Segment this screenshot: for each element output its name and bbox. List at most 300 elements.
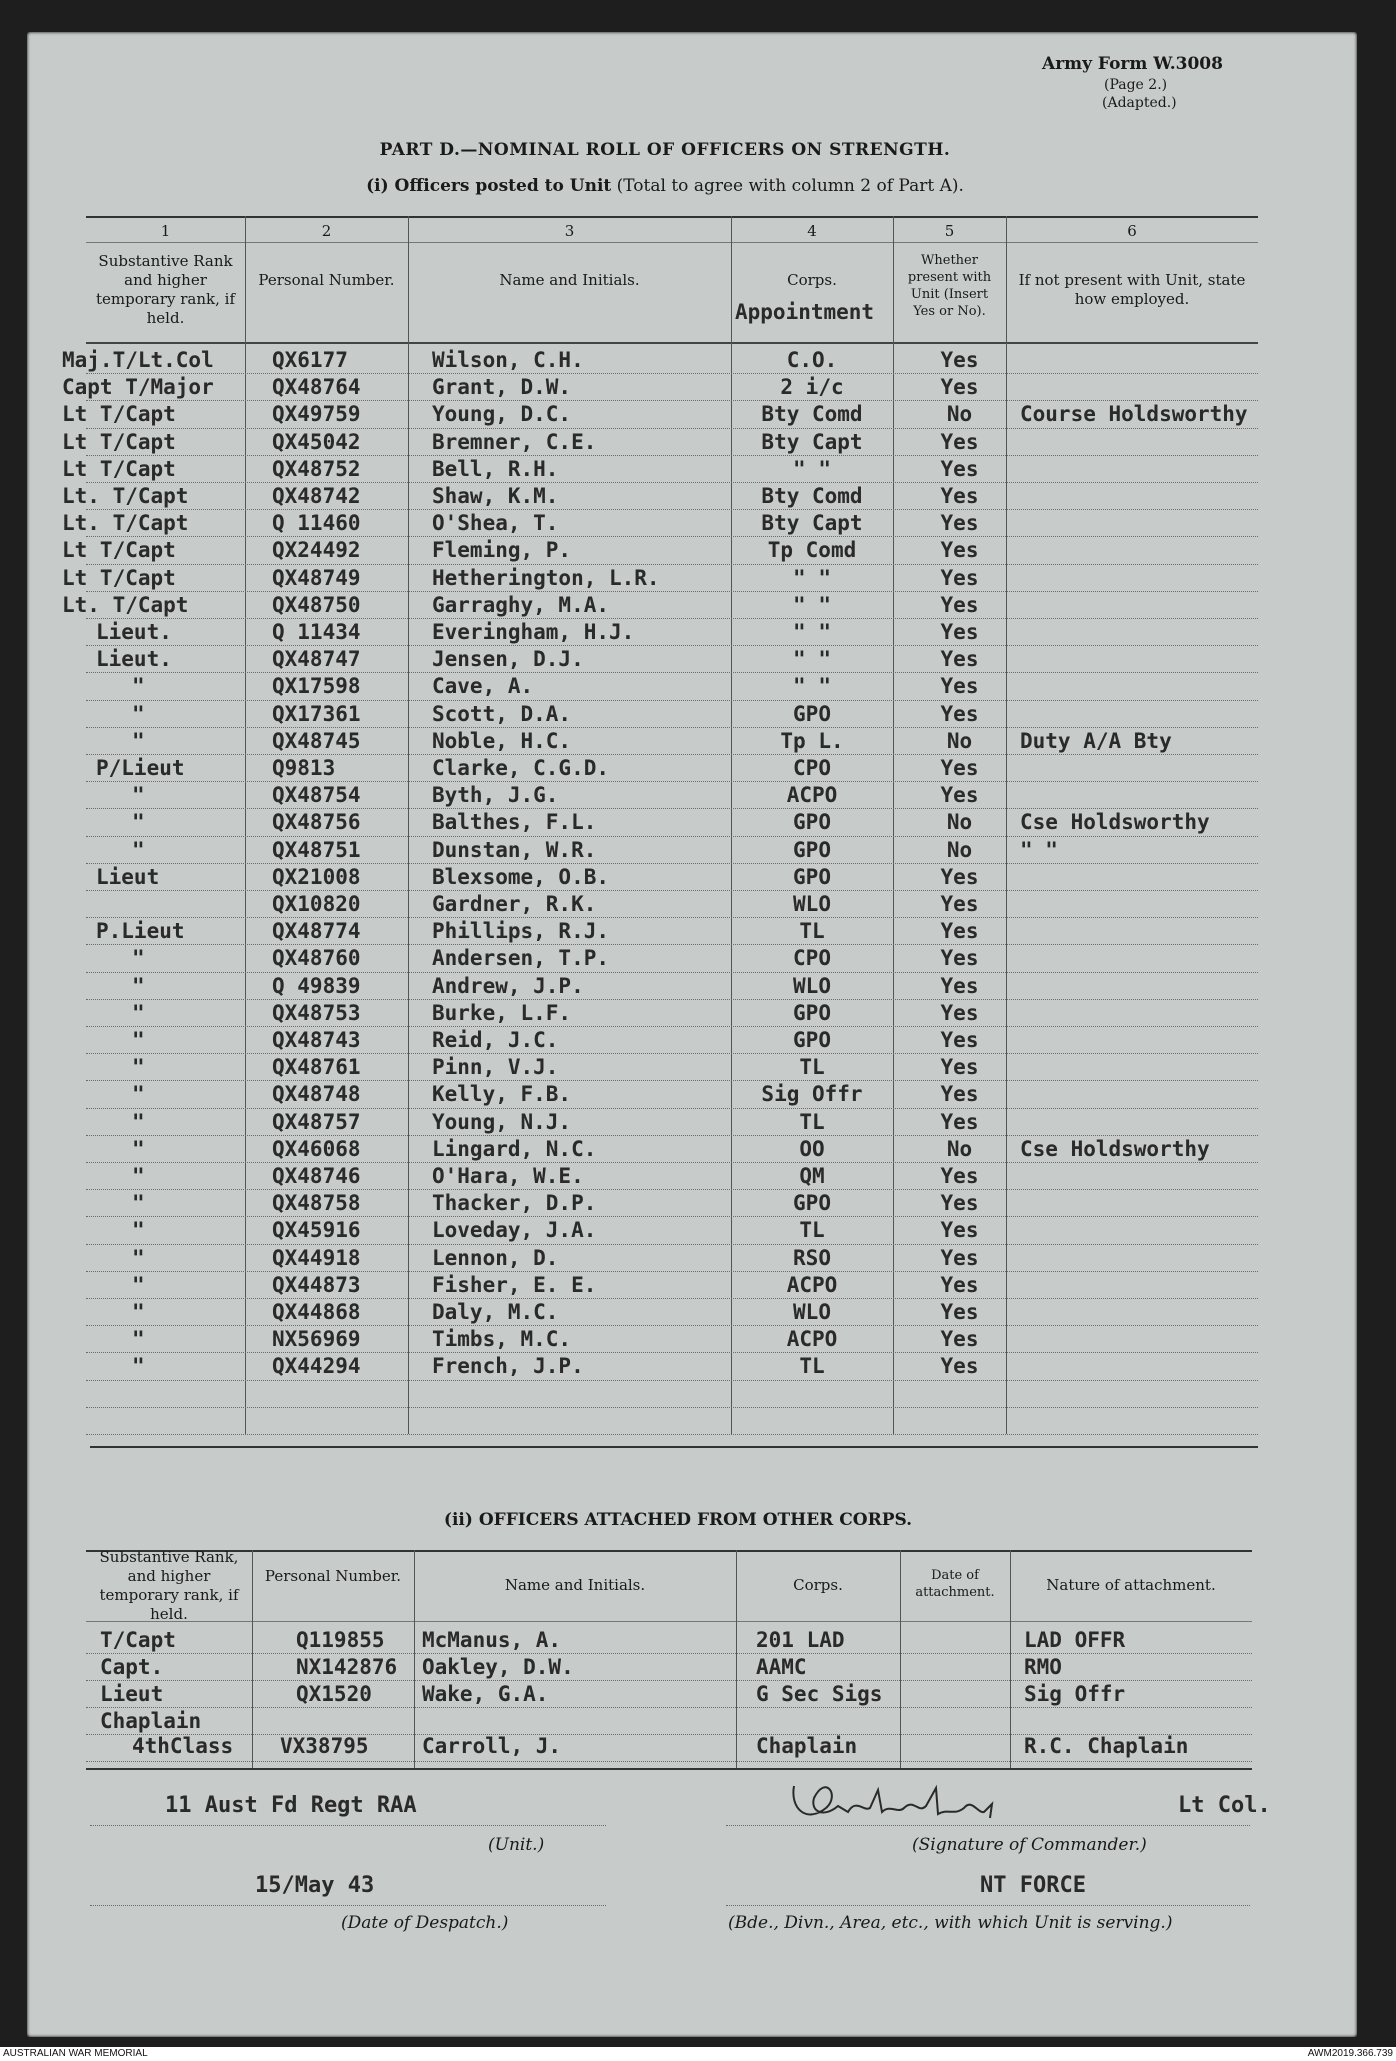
rank-cell: P.Lieut [96, 919, 185, 944]
commander-line [726, 1825, 1250, 1826]
corps-cell: GPO [793, 837, 831, 862]
commander-rank: Lt Col. [1178, 1793, 1271, 1818]
personal-number-cell: QX48757 [272, 1109, 361, 1134]
rank-cell: Lt T/Capt [62, 565, 176, 590]
personal-number-cell: QX48743 [272, 1028, 361, 1052]
part1-row-rule [86, 455, 1258, 456]
corps-cell: GPO [793, 701, 831, 726]
present-cell: Yes [940, 620, 979, 644]
corps-cell: QM [799, 1164, 825, 1188]
corps-cell: " " [793, 674, 831, 699]
nature-cell: RMO [1024, 1655, 1062, 1679]
part2-header-rule [86, 1621, 1252, 1622]
part1-col-header: Whether present with Unit (Insert Yes or No). [907, 253, 992, 319]
personal-number-cell: QX48749 [272, 565, 361, 590]
personal-number-cell: NX142876 [296, 1655, 398, 1679]
personal-number-cell: QX45916 [272, 1218, 361, 1243]
part2-top-rule [86, 1550, 1252, 1552]
part1-row-rule [86, 1325, 1258, 1326]
personal-number-cell: QX1520 [296, 1682, 372, 1706]
present-cell: Yes [940, 484, 979, 508]
rank-cell: " [132, 1300, 145, 1324]
personal-number-cell: QX44873 [272, 1272, 361, 1297]
rank-cell: Lt T/Capt [62, 538, 176, 563]
part1-col-header: Personal Number. [258, 271, 395, 289]
name-cell: French, J.P. [432, 1354, 584, 1379]
part2-col-divider [900, 1550, 901, 1768]
name-cell: Wake, G.A. [422, 1682, 549, 1706]
part1-top-rule [86, 216, 1258, 218]
employed-cell: Duty A/A Bty [1020, 728, 1172, 753]
part2-col-header: Substantive Rank, and higher temporary rank, if held. [99, 1547, 239, 1623]
part1-row-rule [86, 1162, 1258, 1163]
personal-number-cell: QX48758 [272, 1191, 361, 1216]
part1-row-rule [86, 1407, 1258, 1408]
rank-cell: " [132, 1082, 145, 1107]
rank-cell: Lieut. [96, 647, 172, 672]
personal-number-cell: VX38795 [280, 1734, 369, 1758]
nature-cell: R.C. Chaplain [1024, 1734, 1189, 1758]
present-cell: Yes [940, 375, 979, 400]
personal-number-cell: QX48761 [272, 1055, 361, 1080]
personal-number-cell: Q 11434 [272, 620, 361, 644]
corps-cell: " " [793, 592, 831, 617]
part1-row-rule [86, 1298, 1258, 1299]
part1-row-rule [86, 863, 1258, 864]
rank-cell: " [132, 701, 145, 726]
part1-row-rule [86, 917, 1258, 918]
present-cell: Yes [940, 1191, 979, 1216]
corps-cell: GPO [793, 810, 831, 835]
personal-number-cell: QX48751 [272, 837, 361, 862]
rank-cell: Lt. T/Capt [62, 511, 189, 536]
rank-cell: T/Capt [100, 1628, 176, 1652]
subtitle-bold: (i) Officers posted to Unit [366, 176, 612, 196]
name-cell: Noble, H.C. [432, 728, 572, 753]
part1-row-rule [86, 618, 1258, 619]
unit-line [90, 1825, 606, 1826]
part1-row-rule [86, 1244, 1258, 1245]
name-cell: Gardner, R.K. [432, 892, 597, 916]
present-cell: Yes [940, 1109, 979, 1134]
name-cell: Young, D.C. [432, 402, 572, 427]
present-cell: Yes [940, 864, 979, 889]
rank-cell: Maj.T/Lt.Col [62, 348, 214, 372]
form-page: (Page 2.) [1104, 77, 1168, 93]
nature-cell: Sig Offr [1024, 1682, 1126, 1706]
present-cell: Yes [940, 1028, 979, 1052]
personal-number-cell: QX48774 [272, 919, 361, 944]
corps-cell: G Sec Sigs [756, 1682, 883, 1706]
present-cell: Yes [940, 1245, 979, 1270]
personal-number-cell: QX10820 [272, 892, 361, 916]
personal-number-cell: QX44918 [272, 1245, 361, 1270]
part1-row-rule [86, 1434, 1258, 1435]
corps-cell: GPO [793, 864, 831, 889]
personal-number-cell: QX48760 [272, 946, 361, 971]
name-cell: Loveday, J.A. [432, 1218, 597, 1243]
corps-cell: C.O. [786, 348, 838, 372]
corps-cell: Bty Comd [761, 402, 863, 427]
rank-cell: " [132, 1028, 145, 1052]
part1-row-rule [86, 428, 1258, 429]
part1-col-number: 5 [944, 222, 955, 240]
name-cell: Lennon, D. [432, 1245, 559, 1270]
employed-cell: " " [1020, 837, 1058, 862]
part1-col-number: 4 [807, 222, 817, 240]
name-cell: Wilson, C.H. [432, 348, 584, 372]
name-cell: Oakley, D.W. [422, 1655, 574, 1679]
part2-row-rule [86, 1707, 1252, 1708]
personal-number-cell: NX56969 [272, 1327, 361, 1352]
part1-row-rule [86, 1108, 1258, 1109]
name-cell: Garraghy, M.A. [432, 592, 610, 617]
personal-number-cell: Q 11460 [272, 511, 361, 536]
corps-cell: TL [799, 919, 825, 944]
corps-cell: ACPO [786, 1272, 838, 1297]
part1-col-header: If not present with Unit, state how employed. [1018, 271, 1246, 308]
part1-col-header: Name and Initials. [499, 271, 640, 289]
rank-cell: Lt. T/Capt [62, 484, 189, 508]
commander-label: (Signature of Commander.) [912, 1835, 1147, 1855]
rank-cell: Capt T/Major [62, 375, 214, 400]
name-cell: Thacker, D.P. [432, 1191, 597, 1216]
name-cell: McManus, A. [422, 1628, 562, 1652]
personal-number-cell: QX24492 [272, 538, 361, 563]
part1-col-number: 6 [1127, 222, 1137, 240]
present-cell: Yes [940, 1218, 979, 1243]
corps-cell: GPO [793, 1000, 831, 1025]
rank-cell: " [132, 1164, 145, 1188]
present-cell: No [946, 1136, 973, 1161]
corps-cell: TL [799, 1218, 825, 1243]
personal-number-cell: QX48754 [272, 783, 361, 808]
part1-row-rule [86, 808, 1258, 809]
name-cell: Daly, M.C. [432, 1300, 559, 1324]
corps-cell: OO [799, 1136, 825, 1161]
present-cell: Yes [940, 892, 979, 916]
archive-source: AUSTRALIAN WAR MEMORIAL [3, 2048, 148, 2059]
part1-col-header: Substantive Rank and higher temporary rank, if held. [95, 252, 236, 327]
name-cell: Bremner, C.E. [432, 429, 597, 454]
name-cell: Andersen, T.P. [432, 946, 610, 971]
present-cell: Yes [940, 348, 979, 372]
corps-cell: 201 LAD [756, 1628, 845, 1652]
rank-cell: " [132, 1327, 145, 1352]
part1-row-rule [86, 645, 1258, 646]
personal-number-cell: QX48742 [272, 484, 361, 508]
rank-cell: " [132, 1109, 145, 1134]
name-cell: Hetherington, L.R. [432, 565, 660, 590]
personal-number-cell: QX49759 [272, 402, 361, 427]
present-cell: Yes [940, 919, 979, 944]
rank-cell: Lieut. [96, 620, 172, 644]
part2-title: (ii) OFFICERS ATTACHED FROM OTHER CORPS. [443, 1510, 913, 1530]
name-cell: Carroll, J. [422, 1734, 562, 1758]
present-cell: Yes [940, 756, 979, 780]
present-cell: Yes [940, 946, 979, 971]
name-cell: Fisher, E. E. [432, 1272, 597, 1297]
present-cell: Yes [940, 973, 979, 998]
form-number: Army Form W.3008 [1042, 54, 1223, 74]
corps-cell: GPO [793, 1028, 831, 1052]
present-cell: No [946, 837, 973, 862]
corps-cell: GPO [793, 1191, 831, 1216]
rank-cell: " [132, 1000, 145, 1025]
corps-cell: Sig Offr [761, 1082, 863, 1107]
part1-row-rule [86, 1352, 1258, 1353]
part2-col-header: Name and Initials. [504, 1576, 646, 1594]
part1-row-rule [86, 1380, 1258, 1381]
name-cell: Andrew, J.P. [432, 973, 584, 998]
personal-number-cell: QX17361 [272, 701, 361, 726]
rank-cell: Lieut [100, 1682, 164, 1706]
personal-number-cell: QX48756 [272, 810, 361, 835]
form-adapted: (Adapted.) [1102, 95, 1177, 111]
rank-cell: Lt. T/Capt [62, 592, 189, 617]
part1-header-rule [86, 342, 1258, 344]
part1-row-rule [86, 972, 1258, 973]
name-cell: Blexsome, O.B. [432, 864, 610, 889]
part1-row-rule [86, 836, 1258, 837]
part1-col-number: 2 [321, 222, 332, 240]
corps-cell: CPO [793, 756, 831, 780]
rank-cell: " [132, 973, 145, 998]
name-cell: Phillips, R.J. [432, 919, 610, 944]
present-cell: Yes [940, 1000, 979, 1025]
personal-number-cell: QX45042 [272, 429, 361, 454]
present-cell: Yes [940, 1082, 979, 1107]
personal-number-cell: QX48745 [272, 728, 361, 753]
name-cell: Fleming, P. [432, 538, 572, 563]
rank-cell: Lt T/Capt [62, 402, 176, 427]
part1-row-rule [86, 700, 1258, 701]
present-cell: Yes [940, 1327, 979, 1352]
corps-cell: ACPO [786, 1327, 838, 1352]
rank-cell: " [132, 783, 145, 808]
rank-cell: 4thClass [132, 1734, 234, 1758]
rank-cell: " [132, 1272, 145, 1297]
present-cell: Yes [940, 538, 979, 563]
force-label: (Bde., Divn., Area, etc., with which Unit is serving.) [728, 1913, 1173, 1933]
unit-value: 11 Aust Fd Regt RAA [165, 1793, 417, 1818]
part2-col-divider [414, 1550, 415, 1768]
personal-number-cell: QX21008 [272, 864, 361, 889]
part2-row-rule [86, 1653, 1252, 1654]
corps-cell: " " [793, 620, 831, 644]
present-cell: Yes [940, 1354, 979, 1379]
name-cell: Clarke, C.G.D. [432, 756, 610, 780]
part1-row-rule [86, 999, 1258, 1000]
rank-cell: Lieut [96, 864, 160, 889]
name-cell: Pinn, V.J. [432, 1055, 559, 1080]
name-cell: Dunstan, W.R. [432, 837, 597, 862]
name-cell: Scott, D.A. [432, 701, 572, 726]
personal-number-cell: QX48746 [272, 1164, 361, 1188]
name-cell: Balthes, F.L. [432, 810, 597, 835]
corps-cell: CPO [793, 946, 831, 971]
subtitle-rest: (Total to agree with column 2 of Part A). [616, 176, 964, 196]
personal-number-cell: Q119855 [296, 1628, 385, 1652]
personal-number-cell: QX48750 [272, 592, 361, 617]
part1-row-rule [86, 1053, 1258, 1054]
form-title: PART D.—NOMINAL ROLL OF OFFICERS ON STRENGTH. [379, 140, 951, 160]
part2-col-divider [252, 1550, 253, 1768]
rank-cell: P/Lieut [96, 756, 185, 780]
employed-cell: Cse Holdsworthy [1020, 1136, 1210, 1161]
name-cell: Bell, R.H. [432, 456, 559, 481]
rank-cell: " [132, 1191, 145, 1216]
personal-number-cell: QX48748 [272, 1082, 361, 1107]
personal-number-cell: Q 49839 [272, 973, 361, 998]
name-cell: Shaw, K.M. [432, 484, 559, 508]
nature-cell: LAD OFFR [1024, 1628, 1126, 1652]
present-cell: Yes [940, 647, 979, 672]
employed-cell: Cse Holdsworthy [1020, 810, 1210, 835]
part1-row-rule [86, 400, 1258, 401]
name-cell: O'Hara, W.E. [432, 1164, 584, 1188]
name-cell: Young, N.J. [432, 1109, 572, 1134]
part1-row-rule [86, 1080, 1258, 1081]
part1-bottom-rule [90, 1446, 1258, 1448]
part1-row-rule [86, 672, 1258, 673]
part1-col-divider [408, 216, 409, 1434]
appointment-overtype: Appointment [735, 300, 875, 324]
name-cell: Everingham, H.J. [432, 620, 635, 644]
corps-cell: WLO [793, 973, 831, 998]
rank-cell: Lt T/Capt [62, 456, 176, 481]
part1-row-rule [86, 591, 1258, 592]
corps-cell: WLO [793, 892, 831, 916]
present-cell: No [946, 402, 973, 427]
rank-cell: " [132, 810, 145, 835]
corps-cell: Chaplain [756, 1734, 858, 1758]
personal-number-cell: QX6177 [272, 348, 348, 372]
present-cell: Yes [940, 1272, 979, 1297]
rank-cell: " [132, 837, 145, 862]
present-cell: No [946, 728, 973, 753]
part2-row-rule [86, 1680, 1252, 1681]
corps-cell: RSO [793, 1245, 831, 1270]
name-cell: Jensen, D.J. [432, 647, 584, 672]
rank-cell: Capt. [100, 1655, 164, 1679]
part1-col-divider [245, 216, 246, 1434]
personal-number-cell: QX44868 [272, 1300, 361, 1324]
name-cell: Reid, J.C. [432, 1028, 559, 1052]
name-cell: Grant, D.W. [432, 375, 572, 400]
present-cell: Yes [940, 674, 979, 699]
part2-col-header: Nature of attachment. [1046, 1576, 1216, 1594]
part1-row-rule [86, 536, 1258, 537]
personal-number-cell: QX48752 [272, 456, 361, 481]
part1-row-rule [86, 944, 1258, 945]
personal-number-cell: QX48747 [272, 647, 361, 672]
rank-cell: " [132, 674, 145, 699]
part1-row-rule [86, 781, 1258, 782]
part1-row-rule [86, 564, 1258, 565]
present-cell: Yes [940, 1300, 979, 1324]
employed-cell: Course Holdsworthy [1020, 402, 1248, 427]
part1-row-rule [86, 754, 1258, 755]
name-cell: Timbs, M.C. [432, 1327, 572, 1352]
part1-col-number: 3 [564, 222, 575, 240]
corps-cell: " " [793, 565, 831, 590]
name-cell: Burke, L.F. [432, 1000, 572, 1025]
part1-row-rule [86, 1026, 1258, 1027]
corps-cell: AAMC [756, 1655, 807, 1679]
unit-label: (Unit.) [488, 1835, 545, 1855]
rank-cell: Lt T/Capt [62, 429, 176, 454]
corps-cell: Tp L. [780, 728, 844, 753]
date-label: (Date of Despatch.) [341, 1913, 509, 1933]
personal-number-cell: QX48764 [272, 375, 361, 400]
part1-col-number: 1 [160, 222, 171, 240]
corps-cell: TL [799, 1354, 825, 1379]
archive-ref: AWM2019.366.739 [1307, 2048, 1393, 2059]
part1-row-rule [86, 509, 1258, 510]
corps-cell: Tp Comd [767, 538, 857, 563]
corps-cell: Bty Capt [761, 429, 863, 454]
part1-row-rule [86, 482, 1258, 483]
part1-row-rule [86, 1216, 1258, 1217]
date-line [90, 1905, 606, 1906]
rank-cell: " [132, 728, 145, 753]
corps-cell: TL [799, 1055, 825, 1080]
part2-col-header: Personal Number. [264, 1566, 402, 1585]
present-cell: Yes [940, 456, 979, 481]
name-cell: O'Shea, T. [432, 511, 559, 536]
corps-cell: Bty Capt [761, 511, 863, 536]
part1-row-rule [86, 1189, 1258, 1190]
present-cell: Yes [940, 783, 979, 808]
present-cell: Yes [940, 592, 979, 617]
name-cell: Cave, A. [432, 674, 534, 699]
corps-cell: " " [793, 647, 831, 672]
corps-cell: " " [793, 456, 831, 481]
present-cell: Yes [940, 1164, 979, 1188]
force-value: NT FORCE [980, 1873, 1086, 1898]
corps-cell: ACPO [786, 783, 838, 808]
personal-number-cell: QX48753 [272, 1000, 361, 1025]
part2-col-divider [1010, 1550, 1011, 1768]
part1-numbers-rule [86, 242, 1258, 243]
rank-cell: " [132, 1354, 145, 1379]
part2-bottom-rule [86, 1768, 1252, 1770]
rank-cell: Chaplain [100, 1709, 202, 1733]
part1-col-header: Corps. [787, 271, 837, 289]
personal-number-cell: QX17598 [272, 674, 361, 699]
rank-cell: " [132, 1055, 145, 1080]
archive-bar [0, 2047, 1396, 2061]
name-cell: Byth, J.G. [432, 783, 559, 808]
rank-cell: " [132, 1136, 145, 1161]
present-cell: No [946, 810, 973, 835]
commander-signature [786, 1768, 1026, 1828]
part1-row-rule [86, 1271, 1258, 1272]
part1-row-rule [86, 373, 1258, 374]
name-cell: Lingard, N.C. [432, 1136, 597, 1161]
part2-col-header: Date of attachment. [915, 1567, 995, 1600]
part2-col-divider [736, 1550, 737, 1768]
date-value: 15/May 43 [255, 1873, 375, 1898]
part2-row-rule [86, 1761, 1252, 1762]
present-cell: Yes [940, 429, 979, 454]
form-subtitle [0, 176, 1330, 196]
name-cell: Kelly, F.B. [432, 1082, 572, 1107]
corps-cell: Bty Comd [761, 484, 863, 508]
rank-cell: " [132, 946, 145, 971]
part1-row-rule [86, 890, 1258, 891]
